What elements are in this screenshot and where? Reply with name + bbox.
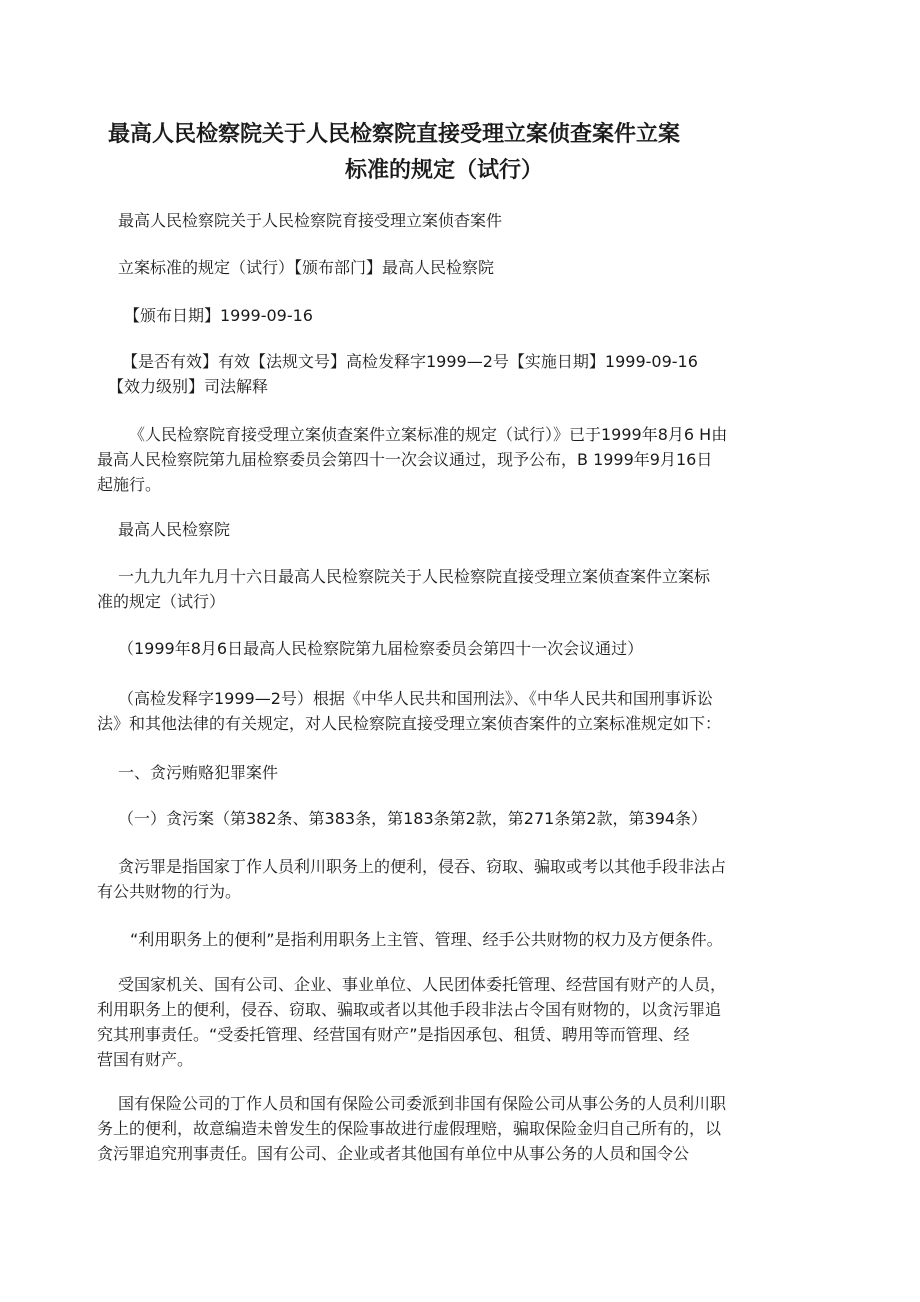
text-line: 【效力级别】司法解释 [108,377,269,396]
paragraph-dated-title [97,564,710,614]
text-line: （一）贪污案（第382条、第383条，第183条第2款，第271条第2款，第394条） [118,809,708,828]
text-line: 准的规定（试行） [97,592,226,611]
text-line: “利用职务上的便利”是指利用职务上主管、管理、经手公共财物的权力及方便条件。 [130,930,723,949]
text-line: 一、贪污贿赂犯罪案件 [118,763,279,782]
text-line: 立案标准的规定（试行）【颁布部门】最高人民检察院 [118,258,495,277]
paragraph-header [118,208,502,233]
text-line: 利用职务上的便利，侵吞、窃取、骗取或者以其他手段非法占令国有财物的，以贪污罪追 [97,1000,722,1019]
text-line: 《人民检察院育接受理立案侦查案件立案标准的规定（试行）》已于1999年8月6 H由 [129,425,728,444]
text-line: 究其刑事责任。“受委托管理、经营国有财产”是指因承包、租赁、聘用等而管理、经 [97,1025,690,1044]
text-line: 起施行。 [97,475,162,494]
text-line: 贪污罪追究刑事责任。国有公司、企业或者其他国有单位中从事公务的人员和国令公 [97,1144,690,1163]
document-title-line-2: 标准的规定（试行） [345,158,544,183]
paragraph-issue-date [124,303,313,328]
text-line: 【颁布日期】1999-09-16 [124,306,313,325]
text-line: 营国有财产。 [97,1050,194,1069]
text-line: 贪污罪是指国家丁作人员利川职务上的便利，侵吞、窃取、骗取或考以其他手段非法占 [118,857,727,876]
text-line: 有公共财物的行为。 [97,882,242,901]
text-line: 【是否有效】有效【法规文号】高检发释字1999—2号【实施日期】1999-09-16 [122,352,698,371]
paragraph-insurance [97,1091,726,1166]
paragraph-legal-basis [97,686,721,736]
text-line: 最高人民检察院第九届检察委员会第四十一次会议通过，现予公布，B 1999年9月16日 [97,450,713,469]
text-line: （1999年8月6日最高人民检察院第九届检察委员会第四十一次会议通过） [118,639,644,658]
paragraph-definition [97,854,726,904]
text-line: 国有保险公司的丁作人员和国有保险公司委派到非国有保险公司从事公务的人员利川职 [118,1094,727,1113]
text-line: 最高人民检察院关于人民检察院育接受理立案侦杳案件 [118,211,503,230]
paragraph-validity [108,349,698,399]
text-line: 法》和其他法律的有关规定，对人民检察院直接受理立案侦杳案件的立案标准规定如下： [97,714,722,733]
document-title-line-1: 最高人民检察院关于人民检察院直接受理立案侦查案件立案 [108,122,681,147]
paragraph-meeting-note [118,636,643,661]
subsection-heading [118,806,707,831]
paragraph-duty-convenience [130,927,723,952]
paragraph-issuer [118,517,230,542]
text-line: 一九九九年九月十六日最高人民检察院关于人民检察院直接受理立案侦查案件立案标 [118,567,711,586]
paragraph-announcement [97,422,727,497]
text-line: （高检发释字1999—2号）根据《中华人民共和国刑法》、《中华人民共和国刑事诉讼 [118,689,713,708]
text-line: 最高人民检察院 [118,520,231,539]
paragraph-department [118,255,494,280]
paragraph-entrusted [97,972,726,1072]
section-heading [118,760,278,785]
text-line: 务上的便利，故意编造未曾发生的保险事故进行虚假理赔，骗取保险金归自己所有的，以 [97,1119,722,1138]
text-line: 受国家机关、国有公司、企业、事业单位、人民团体委托管理、经营国有财产的人员， [118,975,727,994]
